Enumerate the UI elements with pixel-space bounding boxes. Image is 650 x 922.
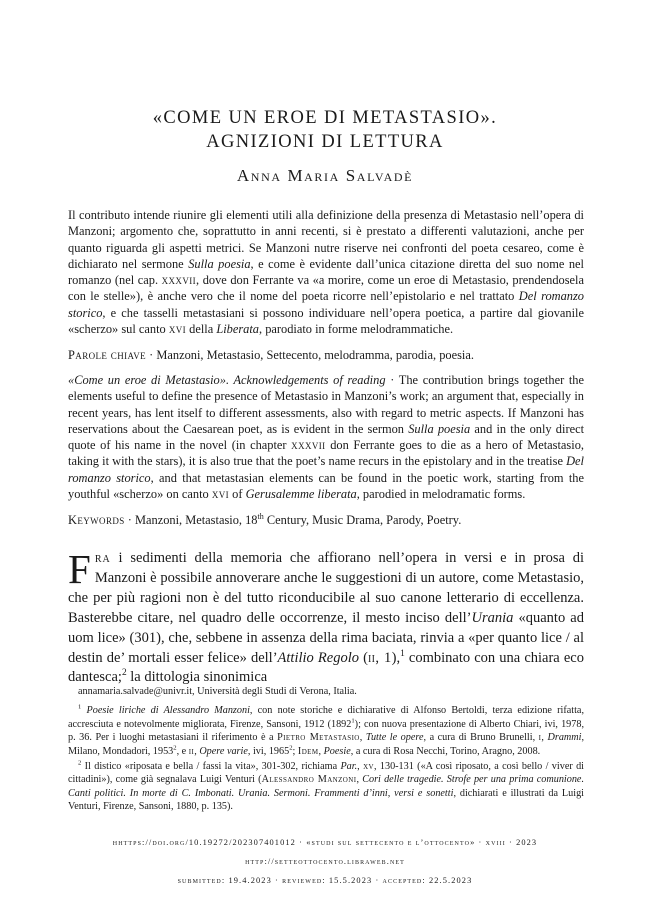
footer-doi-text[interactable]: hhttps://doi.org/10.19272/202307401012 · «studi sul settecento e l’ottocento» · xviii · 2023 bbox=[112, 838, 538, 847]
edition-superscript: 2 bbox=[289, 744, 293, 752]
footnote-text: , bbox=[359, 732, 366, 744]
footnote-text: , bbox=[356, 774, 363, 786]
keywords-separator: · bbox=[146, 348, 157, 362]
footnote-text: , bbox=[318, 745, 324, 757]
keywords-it-list: Manzoni, Metastasio, Settecento, melodramma, parodia, poesia. bbox=[156, 348, 474, 362]
footnote-volume: i bbox=[538, 732, 542, 744]
abstract-en-work-title: Sulla poesia bbox=[408, 421, 471, 436]
footnote-text: ); con nuova presentazione di Alberto Chiari, ivi, 1978, p. 36. Per i luoghi metastasiani il riferimento è a bbox=[68, 718, 584, 744]
footnote-text: , dichiarati e illustrati da Luigi Venturi, Firenze, Sansoni, 1880, p. 135). bbox=[68, 787, 584, 813]
main-text-run: la dittologia sinonimica bbox=[126, 669, 268, 686]
abstract-en-text: of bbox=[229, 487, 246, 502]
footnote-canto: xv bbox=[363, 761, 374, 773]
footnotes bbox=[68, 685, 584, 816]
ordinal-superscript: th bbox=[257, 511, 264, 521]
abstract-italian bbox=[68, 207, 584, 337]
abstract-en-title: «Come un eroe di Metastasio». Acknowledgements of reading bbox=[68, 373, 386, 387]
keywords-en-list: Manzoni, Metastasio, 18 bbox=[134, 513, 258, 527]
footer-url-text[interactable]: http://setteottocento.libraweb.net bbox=[245, 857, 405, 866]
edition-superscript: 1 bbox=[351, 717, 355, 725]
abstract-it-text: della bbox=[186, 322, 217, 337]
drop-cap: F bbox=[68, 546, 91, 592]
footnote-text: , a cura di Rosa Necchi, Torino, Aragno, 2008. bbox=[350, 745, 541, 757]
main-text-run: ), bbox=[391, 649, 401, 666]
footnote-work-title: Par. bbox=[340, 761, 358, 773]
footnote-author: Pietro Metastasio bbox=[277, 732, 360, 744]
keywords-en-label: Keywords bbox=[68, 513, 125, 527]
abstract-en-text: don Ferrante goes to die as a hero of Metastasio, taking it with the stars), it is also true that the poet’s name recurs in the epistolary and in the treatise bbox=[68, 438, 584, 469]
footnote-number: 2 bbox=[78, 759, 82, 767]
footnote-text: , 130-131 («A così riposato, a così bello / viver di cittadini»), come già segnalava Luigi Venturi ( bbox=[68, 761, 585, 786]
footnote-text: ; bbox=[292, 745, 298, 757]
footer-doi-line[interactable] bbox=[0, 838, 650, 847]
author-affiliation bbox=[68, 685, 584, 698]
footnote-text: , bbox=[194, 745, 200, 757]
article-title-line-2: AGNIZIONI DI LETTURA bbox=[206, 132, 444, 152]
article-title-line-1: «COME UN EROE DI METASTASIO». bbox=[152, 108, 498, 128]
footnote-volume: ii bbox=[188, 745, 195, 757]
abstract-it-text: , parodiato in forme melodrammatiche. bbox=[259, 322, 454, 337]
footnote-text: Il distico «riposata e bella / fassi la vita», 301-302, richiama bbox=[81, 761, 341, 773]
abstract-it-text: , e che tasselli metastasiani si possono individuare nell’opera poetica, a partire dal giovanile «scherzo» sul canto bbox=[68, 305, 584, 337]
abstract-en-text: , parodied in melodramatic forms. bbox=[356, 487, 526, 502]
footnote-1 bbox=[68, 704, 584, 758]
keywords-separator: · bbox=[124, 513, 135, 527]
main-text-run: «quanto ad uom lice» (301), che, sebbene in assenza della rima baciata, rinvia a «per quanto lice / al destin de’ mortali esser felice» dell’ bbox=[68, 609, 584, 666]
author-email[interactable]: annamaria.salvade@univr.it, Università degli Studi di Verona, Italia. bbox=[78, 686, 357, 697]
author-name bbox=[0, 166, 650, 186]
abstract-it-text: Il contributo intende riunire gli elementi utili alla definizione della presenza di Metastasio nell’opera di Manzoni; argomento che, soprattutto in anni recenti, si è prestato a differenti valutazioni, anche per quanto riguarda gli aspetti metrici. Se Manzoni nutre riserve nei confronti del poeta cesareo, come è dichiarato nel sermone bbox=[68, 208, 584, 271]
footnote-work-title: Poesie bbox=[323, 745, 351, 757]
footnote-author: Idem bbox=[297, 745, 319, 757]
main-text-reference: ii, 1 bbox=[367, 649, 392, 666]
abstract-it-work-title: Sulla poesia bbox=[188, 256, 251, 271]
footnote-marker[interactable]: 2 bbox=[121, 668, 127, 679]
abstract-english bbox=[68, 372, 584, 502]
footnote-text: , a cura di Bruno Brunelli, bbox=[423, 732, 539, 744]
main-text bbox=[68, 546, 584, 688]
footnote-2 bbox=[68, 760, 584, 814]
abstract-it-text: , dove don Ferrante va «a morire, come un eroe di Metastasio, prendendosela con le stelle»), è anche vero che il nome del poeta ricorre nell’epistolario e nel trattato bbox=[68, 273, 584, 304]
footnote-work-title: Cori delle tragedie. Strofe per una prima comunione. Canti politici. In morte di C. Imbonati. Urania. Sermoni. Frammenti d’inni, versi e sonetti bbox=[68, 774, 584, 799]
abstract-en-chapter: xxxvii bbox=[291, 438, 326, 453]
abstract-en-text: , and that metastasian elements can be found in the poetic work, starting from the youthful «scherzo» on canto bbox=[68, 470, 585, 502]
main-text-run: combinato con una chiara eco dantesca; bbox=[68, 649, 584, 686]
footnote-text: , ivi, 1965 bbox=[247, 745, 290, 757]
footnote-text: , con note storiche e dichiarative di Alfonso Bertoldi, terza edizione rifatta, accresciuta e notevolmente migliorata, Firenze, Sansoni, 1912 (1892 bbox=[68, 705, 585, 730]
abstract-it-work-title: Del romanzo storico bbox=[68, 289, 584, 320]
opening-smallcaps: ra bbox=[94, 550, 111, 566]
footnote-work-title: Poesie liriche di Alessandro Manzoni bbox=[86, 705, 250, 717]
keywords-english bbox=[68, 512, 584, 528]
abstract-it-text: , e come è evidente dall’unica citazione diretta del suo nome nel romanzo (nel cap. bbox=[68, 256, 584, 288]
main-text-work-title: Urania bbox=[471, 609, 514, 626]
edition-superscript: 2 bbox=[173, 744, 177, 752]
footnote-marker[interactable]: 1 bbox=[400, 648, 405, 659]
footnote-work-title: Drammi bbox=[547, 732, 582, 744]
footnote-author: Alessandro Manzoni bbox=[261, 774, 357, 786]
footnote-number: 1 bbox=[78, 704, 82, 712]
main-text-run: ( bbox=[359, 649, 368, 666]
footer-url-line[interactable] bbox=[0, 857, 650, 866]
main-text-run: i sedimenti della memoria che affiorano nell’opera in versi e in prosa di Manzoni è possibile annoverare anche le suggestioni di un autore, come Metastasio, che per più ragioni non è del tutto riconducibile al suo canone letterario di eccellenza. Basterebbe citare, nel quadro delle occorrenze, il mesto inciso dell’ bbox=[68, 550, 584, 626]
keywords-italian bbox=[68, 347, 584, 363]
main-text-work-title: Attilio Regolo bbox=[277, 649, 359, 666]
keywords-en-list: Century, Music Drama, Parody, Poetry. bbox=[263, 513, 462, 527]
abstract-en-canto: xvi bbox=[211, 487, 230, 502]
footer-dates-line bbox=[0, 876, 650, 885]
footnote-text: , Milano, Mondadori, 1953 bbox=[68, 732, 585, 757]
abstract-en-work-title: Gerusalemme liberata bbox=[245, 487, 357, 502]
footnote-work-title: Tutte le opere bbox=[365, 732, 424, 744]
abstract-en-text: · The contribution brings together the elements useful to define the presence of Metastasio in Manzoni’s work; an argument that, especially in recent years, has lent itself to different assessments, also with regard to metric aspects. If Manzoni has reservations about the Caesarean poet, as is evident in the sermon bbox=[68, 373, 585, 436]
footnote-text: , bbox=[357, 761, 364, 773]
keywords-it-label: Parole chiave bbox=[68, 348, 147, 362]
abstract-it-canto: xvi bbox=[168, 322, 187, 337]
footer-dates-text: submitted: 19.4.2023 · reviewed: 15.5.2023 · accepted: 22.5.2023 bbox=[177, 876, 473, 885]
footnote-work-title: Opere varie bbox=[199, 745, 248, 757]
author-text: Anna Maria Salvadè bbox=[236, 166, 414, 185]
footnote-text: , e bbox=[176, 745, 189, 757]
abstract-it-work-title: Liberata bbox=[216, 322, 259, 337]
abstract-en-work-title: Del romanzo storico bbox=[68, 454, 584, 485]
abstract-it-chapter: xxxvii bbox=[161, 273, 197, 288]
footnote-text: , bbox=[541, 732, 548, 744]
abstract-en-text: and in the only direct quote of his name in the novel (in chapter bbox=[68, 421, 585, 453]
